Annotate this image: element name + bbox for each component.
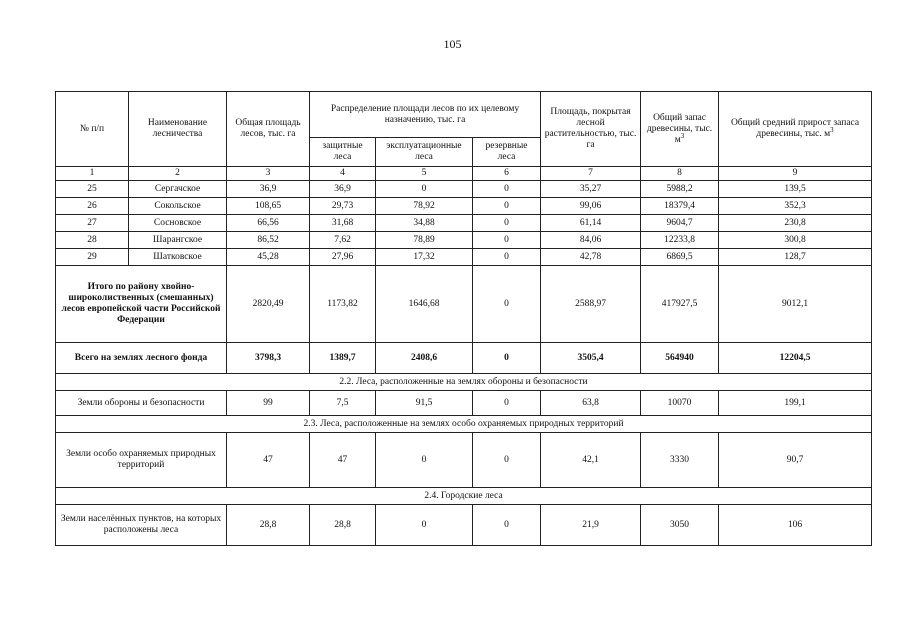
cell-covered: 35,27	[541, 181, 641, 198]
cell-total-area: 2820,49	[227, 266, 310, 343]
section-heading-oopt: 2.3. Леса, расположенные на землях особо охраняемых природных территорий	[56, 416, 872, 433]
category-name: Земли населённых пунктов, на которых расположены леса	[56, 505, 227, 546]
cell-protective: 27,96	[310, 249, 376, 266]
cell-covered: 42,78	[541, 249, 641, 266]
cell-growth: 230,8	[719, 215, 872, 232]
cell-growth: 199,1	[719, 391, 872, 416]
cell-protective: 28,8	[310, 505, 376, 546]
cell-reserve: 0	[473, 433, 541, 488]
header-col-exploitation: эксплуатационные леса	[376, 138, 473, 167]
section-heading-row	[56, 416, 872, 433]
cell-growth: 90,7	[719, 433, 872, 488]
cell-covered: 2588,97	[541, 266, 641, 343]
cell-stock: 417927,5	[641, 266, 719, 343]
table-row	[56, 391, 872, 416]
cell-reserve: 0	[473, 181, 541, 198]
header-row-top	[56, 92, 872, 138]
cell-protective: 29,73	[310, 198, 376, 215]
column-number: 6	[473, 167, 541, 181]
cell-protective: 47	[310, 433, 376, 488]
header-col-name: Наименование лесничества	[129, 92, 227, 167]
cell-stock: 9604,7	[641, 215, 719, 232]
section-heading-row	[56, 488, 872, 505]
cell-growth: 9012,1	[719, 266, 872, 343]
cell-total-area: 45,28	[227, 249, 310, 266]
cell-total-area: 3798,3	[227, 343, 310, 374]
cell-protective: 7,62	[310, 232, 376, 249]
cell-stock: 6869,5	[641, 249, 719, 266]
cell-growth: 139,5	[719, 181, 872, 198]
cell-covered: 61,14	[541, 215, 641, 232]
table-row	[56, 198, 872, 215]
column-number: 8	[641, 167, 719, 181]
cell-covered: 99,06	[541, 198, 641, 215]
cell-reserve: 0	[473, 391, 541, 416]
cell-protective: 7,5	[310, 391, 376, 416]
cell-stock: 3330	[641, 433, 719, 488]
cell-stock: 12233,8	[641, 232, 719, 249]
cell-exploitation: 2408,6	[376, 343, 473, 374]
cell-protective: 36,9	[310, 181, 376, 198]
table-row	[56, 232, 872, 249]
cell-exploitation: 78,92	[376, 198, 473, 215]
row-number: 26	[56, 198, 129, 215]
cell-exploitation: 78,89	[376, 232, 473, 249]
cell-exploitation: 0	[376, 433, 473, 488]
cell-covered: 3505,4	[541, 343, 641, 374]
table-row	[56, 433, 872, 488]
category-name: Земли обороны и безопасности	[56, 391, 227, 416]
cell-protective: 1389,7	[310, 343, 376, 374]
cell-total-area: 36,9	[227, 181, 310, 198]
cell-exploitation: 91,5	[376, 391, 473, 416]
column-number: 7	[541, 167, 641, 181]
cell-growth: 106	[719, 505, 872, 546]
grand-total-row	[56, 343, 872, 374]
header-col-growth: Общий средний прирост запаса древесины, тыс. $м^3$	[719, 92, 872, 167]
cell-stock: 18379,4	[641, 198, 719, 215]
cell-exploitation: 0	[376, 181, 473, 198]
header-col-covered-area: Площадь, покрытая лесной растительностью, тыс. га	[541, 92, 641, 167]
cell-stock: 564940	[641, 343, 719, 374]
forestry-name: Сокольское	[129, 198, 227, 215]
subtotal-row	[56, 266, 872, 343]
cell-exploitation: 34,88	[376, 215, 473, 232]
cell-reserve: 0	[473, 266, 541, 343]
column-number: 1	[56, 167, 129, 181]
forestry-name: Шатковское	[129, 249, 227, 266]
cell-total-area: 108,65	[227, 198, 310, 215]
column-numbers-row	[56, 167, 872, 181]
category-name: Земли особо охраняемых природных территорий	[56, 433, 227, 488]
cell-stock: 5988,2	[641, 181, 719, 198]
column-number: 5	[376, 167, 473, 181]
cell-total-area: 28,8	[227, 505, 310, 546]
cell-total-area: 86,52	[227, 232, 310, 249]
column-number: 9	[719, 167, 872, 181]
cell-growth: 352,3	[719, 198, 872, 215]
page-number: 105	[443, 37, 462, 51]
cell-total-area: 99	[227, 391, 310, 416]
row-number: 29	[56, 249, 129, 266]
header-col-stock: Общий запас древесины, тыс. $м^3$	[641, 92, 719, 167]
table-row	[56, 181, 872, 198]
cell-reserve: 0	[473, 215, 541, 232]
section-heading-defense: 2.2. Леса, расположенные на землях обороны и безопасности	[56, 374, 872, 391]
cell-growth: 12204,5	[719, 343, 872, 374]
column-number: 4	[310, 167, 376, 181]
section-heading-row	[56, 374, 872, 391]
cell-stock: 10070	[641, 391, 719, 416]
header-col-reserve: резервные леса	[473, 138, 541, 167]
forestry-name: Шарангское	[129, 232, 227, 249]
cell-reserve: 0	[473, 505, 541, 546]
cell-reserve: 0	[473, 198, 541, 215]
header-col-group-distribution: Распределение площади лесов по их целевому назначению, тыс. га	[310, 92, 541, 138]
row-number: 28	[56, 232, 129, 249]
row-number: 25	[56, 181, 129, 198]
table-row	[56, 215, 872, 232]
cell-reserve: 0	[473, 343, 541, 374]
cell-covered: 21,9	[541, 505, 641, 546]
cell-exploitation: 0	[376, 505, 473, 546]
cell-total-area: 47	[227, 433, 310, 488]
header-col-total-area: Общая площадь лесов, тыс. га	[227, 92, 310, 167]
cell-covered: 84,06	[541, 232, 641, 249]
cell-protective: 31,68	[310, 215, 376, 232]
cell-covered: 42,1	[541, 433, 641, 488]
cell-growth: 300,8	[719, 232, 872, 249]
section-heading-city: 2.4. Городские леса	[56, 488, 872, 505]
column-number: 3	[227, 167, 310, 181]
cell-exploitation: 1646,68	[376, 266, 473, 343]
subtotal-label: Итого по району хвойно-широколиственных (смешанных) лесов европейской части Российской Федерации	[56, 266, 227, 343]
forestry-name: Сергачское	[129, 181, 227, 198]
cell-reserve: 0	[473, 232, 541, 249]
grand-total-label: Всего на землях лесного фонда	[56, 343, 227, 374]
cell-stock: 3050	[641, 505, 719, 546]
table-row	[56, 505, 872, 546]
cell-exploitation: 17,32	[376, 249, 473, 266]
cell-growth: 128,7	[719, 249, 872, 266]
cell-total-area: 66,56	[227, 215, 310, 232]
cell-covered: 63,8	[541, 391, 641, 416]
column-number: 2	[129, 167, 227, 181]
header-col-number: № п/п	[56, 92, 129, 167]
table-row	[56, 249, 872, 266]
cell-reserve: 0	[473, 249, 541, 266]
header-col-protective: защитные леса	[310, 138, 376, 167]
row-number: 27	[56, 215, 129, 232]
forestry-name: Сосновское	[129, 215, 227, 232]
forest-data-table	[55, 91, 872, 546]
cell-protective: 1173,82	[310, 266, 376, 343]
